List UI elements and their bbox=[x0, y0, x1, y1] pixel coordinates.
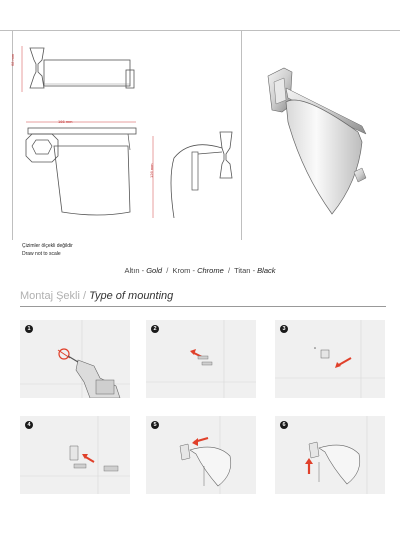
top-border bbox=[0, 30, 400, 31]
step-number: 2 bbox=[151, 325, 159, 333]
mounting-title-slash: / bbox=[82, 290, 90, 302]
step-number: 5 bbox=[151, 421, 159, 429]
finish-options: Altın - Gold / Krom - Chrome / Titan - Black bbox=[124, 266, 276, 275]
step-panel-2 bbox=[146, 320, 256, 398]
scale-note-en: Draw not to scale bbox=[22, 251, 61, 257]
dim-height-label: 68 mm bbox=[10, 53, 15, 66]
drawing-side-view bbox=[18, 40, 148, 100]
scale-note-tr: Çizimler ölçekli değildir bbox=[22, 243, 73, 249]
drawing-front-view bbox=[18, 116, 148, 226]
step-panel-1 bbox=[20, 320, 130, 398]
mounting-title bbox=[20, 290, 173, 302]
dim-depth-label: 126 mm bbox=[149, 163, 154, 178]
finish-gold-en: Gold bbox=[146, 266, 163, 275]
step-panel-5 bbox=[146, 416, 256, 494]
finish-chrome-tr: Krom bbox=[172, 266, 191, 275]
step-panel-3 bbox=[275, 320, 385, 398]
step-panel-6 bbox=[275, 416, 385, 494]
finish-gold-tr: Altın bbox=[124, 266, 140, 275]
step-number: 6 bbox=[280, 421, 288, 429]
middle-divider bbox=[241, 30, 242, 240]
step-number: 3 bbox=[280, 325, 288, 333]
drawing-profile-view bbox=[150, 128, 238, 224]
finish-separator: / bbox=[164, 266, 171, 275]
finish-separator: / bbox=[225, 266, 233, 275]
mounting-title-en: Type of mounting bbox=[89, 290, 174, 302]
product-render bbox=[262, 62, 382, 222]
finish-titan-en: Black bbox=[257, 266, 276, 275]
finish-chrome-en: Chrome bbox=[197, 266, 224, 275]
step-number: 4 bbox=[25, 421, 33, 429]
finish-titan-tr: Titan bbox=[234, 266, 251, 275]
step-number: 1 bbox=[25, 325, 33, 333]
dim-width-label: 166 mm bbox=[58, 119, 73, 124]
step-panel-4 bbox=[20, 416, 130, 494]
mounting-underline bbox=[20, 306, 386, 307]
mounting-title-tr: Montaj Şekli bbox=[20, 290, 80, 302]
